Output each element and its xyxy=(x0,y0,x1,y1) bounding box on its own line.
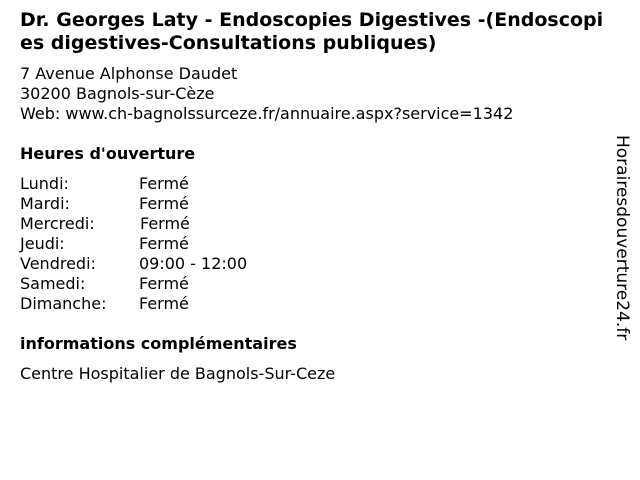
hours-row-friday xyxy=(20,254,247,274)
opening-hours-table xyxy=(20,174,247,314)
city-address: 30200 Bagnols-sur-Cèze xyxy=(20,84,215,103)
day-label: Vendredi: xyxy=(20,254,96,273)
additional-info-text: Centre Hospitalier de Bagnols-Sur-Ceze xyxy=(20,364,336,383)
hours-row-monday xyxy=(20,174,247,194)
watermark xyxy=(612,135,632,375)
hours-value: Fermé xyxy=(139,234,189,253)
day-label: Mardi: xyxy=(20,194,70,213)
website-text: Web: www.ch-bagnolssurceze.fr/annuaire.aspx?service=1342 xyxy=(20,104,514,123)
hours-row-thursday xyxy=(20,234,247,254)
opening-hours-heading: Heures d'ouverture xyxy=(20,144,196,163)
day-label: Jeudi: xyxy=(20,234,65,253)
hours-row-wednesday xyxy=(20,214,247,234)
hours-row-saturday xyxy=(20,274,247,294)
additional-info-heading: informations complémentaires xyxy=(20,334,297,353)
day-label: Lundi: xyxy=(20,174,69,193)
address-block xyxy=(20,64,513,124)
hours-row-tuesday xyxy=(20,194,247,214)
hours-value: 09:00 - 12:00 xyxy=(139,254,248,273)
hours-value: Fermé xyxy=(139,274,189,293)
hours-value: Fermé xyxy=(139,194,189,213)
hours-value: Fermé xyxy=(139,294,189,313)
day-label: Mercredi: xyxy=(20,214,95,233)
watermark-text: Horairesdouverture24.fr xyxy=(612,135,632,341)
hours-value: Fermé xyxy=(140,214,190,233)
hours-value: Fermé xyxy=(139,174,189,193)
day-label: Samedi: xyxy=(20,274,86,293)
hours-row-sunday xyxy=(20,294,247,314)
page-title: Dr. Georges Laty - Endoscopies Digestives -(Endoscopies digestives-Consultations publiques) xyxy=(20,9,604,54)
day-label: Dimanche: xyxy=(20,294,107,313)
street-address: 7 Avenue Alphonse Daudet xyxy=(20,64,238,83)
